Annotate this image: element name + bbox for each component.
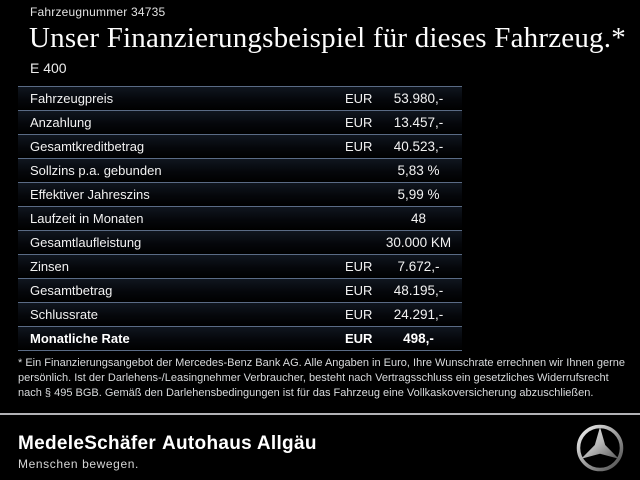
financing-table xyxy=(18,86,462,351)
row-currency: EUR xyxy=(345,139,373,154)
table-row xyxy=(18,110,462,134)
row-value: 53.980,- xyxy=(393,91,444,106)
mercedes-star-icon xyxy=(575,423,625,473)
table-row xyxy=(18,182,462,206)
row-currency: EUR xyxy=(345,115,373,130)
row-label: Fahrzeugpreis xyxy=(30,91,114,106)
row-value: 7.672,- xyxy=(397,259,440,274)
row-label: Gesamtlaufleistung xyxy=(30,235,142,250)
dealer-logo-autohaus-allgaeu: Autohaus Allgäu xyxy=(162,433,317,454)
row-value: 24.291,- xyxy=(393,307,444,322)
row-value: 30.000 KM xyxy=(385,235,452,250)
table-row xyxy=(18,254,462,278)
table-row-monthly-rate xyxy=(18,326,462,351)
legal-footnote: * Ein Finanzierungsangebot der Mercedes-Benz Bank AG. Alle Angaben in Euro, Ihre Wunschrate errechnen wir Ihnen gerne persönlich. Ist der Darlehens-/Leasingnehmer Verbraucher, besteht nach Vertragsschluss ein gesetzliches Widerrufsrecht nach § 495 BGB. Gemäß den Darlehensbedingungen ist für das Fahrzeug eine Vollkaskoversicherung abzuschließen. xyxy=(18,357,625,399)
table-row xyxy=(18,158,462,182)
row-value: 498,- xyxy=(403,331,434,346)
footer xyxy=(0,415,640,480)
vehicle-model: E 400 xyxy=(30,60,67,76)
table-row xyxy=(18,302,462,326)
vehicle-number: Fahrzeugnummer 34735 xyxy=(30,5,166,19)
dealer-tagline: Menschen bewegen. xyxy=(18,457,139,471)
table-row xyxy=(18,278,462,302)
row-label: Gesamtkreditbetrag xyxy=(30,139,145,154)
row-label: Schlussrate xyxy=(30,307,98,322)
row-currency: EUR xyxy=(345,307,373,322)
row-label: Anzahlung xyxy=(30,115,92,130)
row-label: Laufzeit in Monaten xyxy=(30,211,144,226)
dealer-logo-medele-schaefer: MedeleSchäfer xyxy=(18,433,157,454)
row-value: 48 xyxy=(410,211,427,226)
row-value: 13.457,- xyxy=(393,115,444,130)
row-label: Zinsen xyxy=(30,259,70,274)
table-row xyxy=(18,134,462,158)
row-value: 48.195,- xyxy=(393,283,444,298)
row-currency: EUR xyxy=(345,331,373,346)
table-row xyxy=(18,206,462,230)
page-title: Unser Finanzierungsbeispiel für dieses Fahrzeug.* xyxy=(29,22,626,54)
table-row xyxy=(18,86,462,110)
row-value: 5,99 % xyxy=(397,187,440,202)
row-label: Gesamtbetrag xyxy=(30,283,113,298)
row-value: 40.523,- xyxy=(393,139,444,154)
row-label: Monatliche Rate xyxy=(30,331,130,346)
row-value: 5,83 % xyxy=(397,163,440,178)
row-currency: EUR xyxy=(345,259,373,274)
row-currency: EUR xyxy=(345,283,373,298)
row-currency: EUR xyxy=(345,91,373,106)
table-row xyxy=(18,230,462,254)
row-label: Sollzins p.a. gebunden xyxy=(30,163,162,178)
row-label: Effektiver Jahreszins xyxy=(30,187,150,202)
